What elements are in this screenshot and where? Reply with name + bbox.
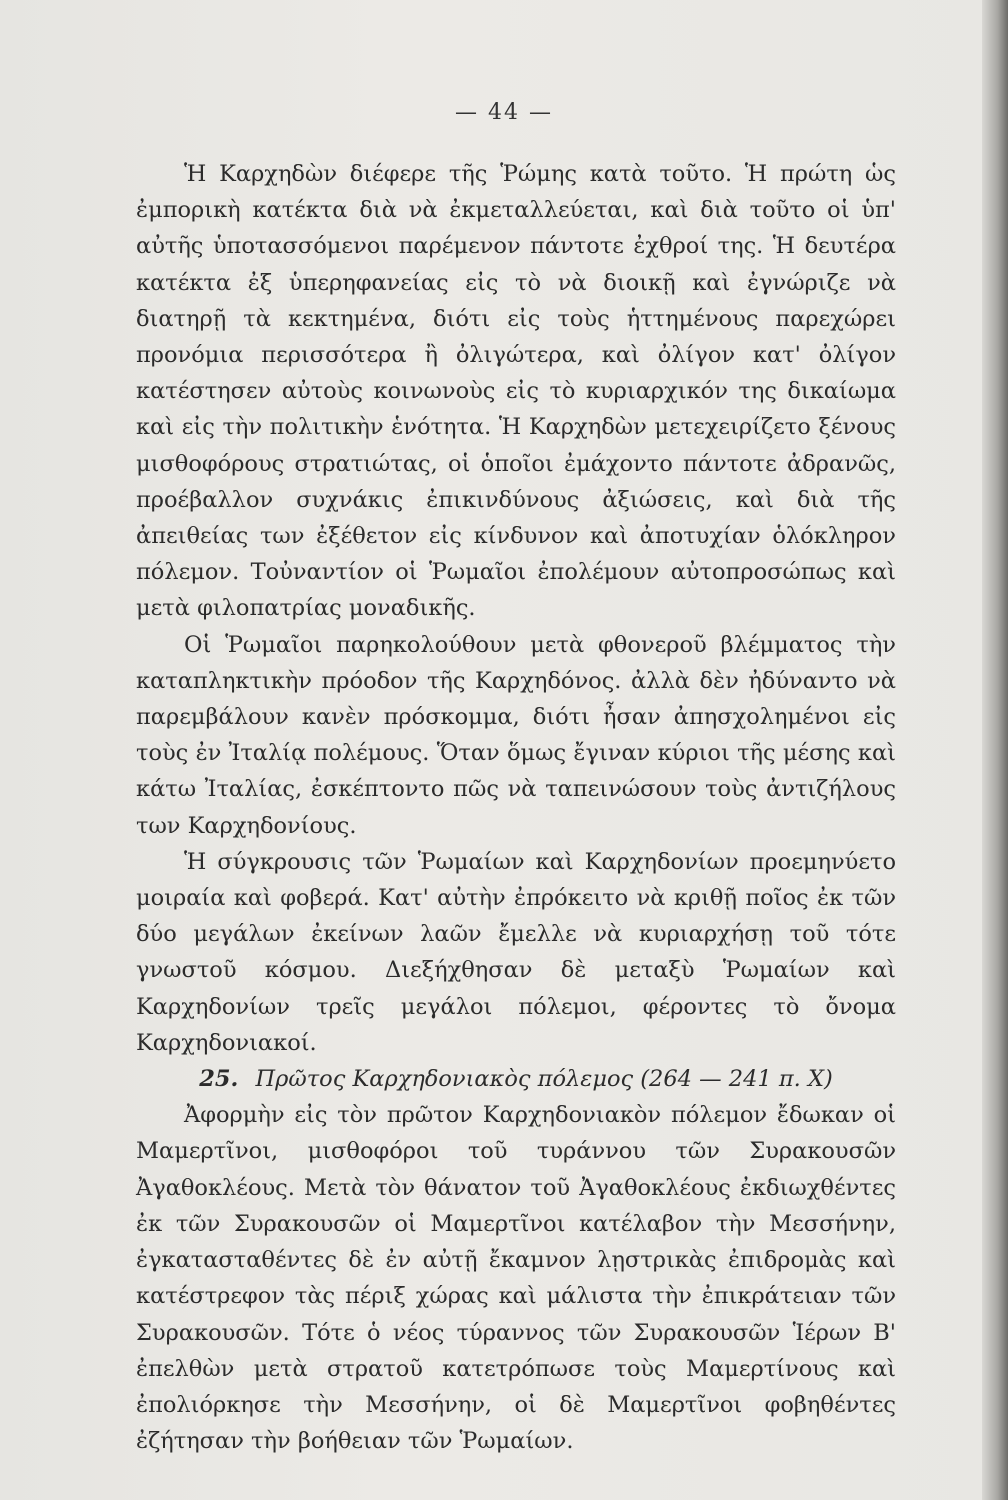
paragraph-roman-envy: Οἱ Ῥωμαῖοι παρηκολούθουν μετὰ φθονεροῦ βλέμματος τὴν καταπληκτικὴν πρόοδον τῆς Καρχηδόνος. ἀλλὰ δὲν ἠδύναντο νὰ παρεμβάλουν κανὲν πρόσκομμα, διότι ἦσαν ἀπησχολημένοι εἰς τοὺς ἐν Ἰταλίᾳ πολέμους. Ὅταν ὅμως ἔγιναν κύριοι τῆς μέσης καὶ κάτω Ἰταλίας, ἐσκέπτοντο πῶς νὰ ταπεινώσουν τοὺς ἀντιζήλους των Καρχηδονίους. [136,631,896,839]
section-heading [136,1061,896,1097]
page-edge-shadow [982,0,1008,1500]
paragraph-carthage-rome-comparison: Ἡ Καρχηδὼν διέφερε τῆς Ῥώμης κατὰ τοῦτο. Ἡ πρώτη ὡς ἐμπορικὴ κατέκτα διὰ νὰ ἐκμεταλλεύεται, καὶ διὰ τοῦτο οἱ ὑπ' αὐτῆς ὑποτασσόμενοι παρέμενον πάντοτε ἐχθροί της. Ἡ δευτέρα κατέκτα ἐξ ὑπερηφανείας εἰς τὸ νὰ διοικῇ καὶ ἐγνώριζε νὰ διατηρῇ τὰ κεκτημένα, διότι εἰς τοὺς ἡττημένους παρεχώρει προνόμια περισσότερα ἢ ὀλιγώτερα, καὶ ὀλίγον κατ' ὀλίγον κατέστησεν αὐτοὺς κοινωνοὺς εἰς τὸ κυριαρχικόν της δικαίωμα καὶ εἰς τὴν πολιτικὴν ἑνότητα. Ἡ Καρχηδὼν μετεχειρίζετο ξένους μισθοφόρους στρατιώτας, οἱ ὁποῖοι ἐμάχοντο πάντοτε ἀδρανῶς, προέβαλλον συχνάκις ἐπικινδύνους ἀξιώσεις, καὶ διὰ τῆς ἀπειθείας των ἐξέθετον εἰς κίνδυνον καὶ ἀποτυχίαν ὁλόκληρον πόλεμον. Τοὐναντίον οἱ Ῥωμαῖοι ἐπολέμουν αὐτοπροσώπως καὶ μετὰ φιλοπατρίας μοναδικῆς. [136,161,896,622]
page-body [136,156,896,1459]
paragraph-mamertines: Ἀφορμὴν εἰς τὸν πρῶτον Καρχηδονιακὸν πόλεμον ἔδωκαν οἱ Μαμερτῖνοι, μισθοφόροι τοῦ τυράννου τῶν Συρακουσῶν Ἀγαθοκλέους. Μετὰ τὸν θάνατον τοῦ Ἀγαθοκλέους ἐκδιωχθέντες ἐκ τῶν Συρακουσῶν οἱ Μαμερτῖνοι κατέλαβον τὴν Μεσσήνην, ἐγκατασταθέντες δὲ ἐν αὐτῇ ἔκαμνον λῃστρικὰς ἐπιδρομὰς καὶ κατέστρεφον τὰς πέριξ χώρας καὶ μάλιστα τὴν ἐπικράτειαν τῶν Συρακουσῶν. Τότε ὁ νέος τύραννος τῶν Συρακουσῶν Ἱέρων Β' ἐπελθὼν μετὰ στρατοῦ κατετρόπωσε τοὺς Μαμερτίνους καὶ ἐπολιόρκησε τὴν Μεσσήνην, οἱ δὲ Μαμερτῖνοι φοβηθέντες ἐζήτησαν τὴν βοήθειαν τῶν Ῥωμαίων. [136,1102,896,1455]
section-title: Πρῶτος Καρχηδονιακὸς πόλεμος [255,1066,634,1093]
paragraph-conflict-foretold: Ἡ σύγκρουσις τῶν Ῥωμαίων καὶ Καρχηδονίων προεμηνύετο μοιραία καὶ φοβερά. Κατ' αὐτὴν ἐπρόκειτο νὰ κριθῇ ποῖος ἐκ τῶν δύο μεγάλων ἐκείνων λαῶν ἔμελλε νὰ κυριαρχήσῃ τοῦ τότε γνωστοῦ κόσμου. Διεξήχθησαν δὲ μεταξὺ Ῥωμαίων καὶ Καρχηδονίων τρεῖς μεγάλοι πόλεμοι, φέροντες τὸ ὄνομα Καρχηδονιακοί. [136,848,896,1056]
section-number: 25. [199,1066,239,1093]
page-number: — 44 — [455,100,553,125]
section-dates: (264 — 241 π. Χ) [640,1066,833,1093]
